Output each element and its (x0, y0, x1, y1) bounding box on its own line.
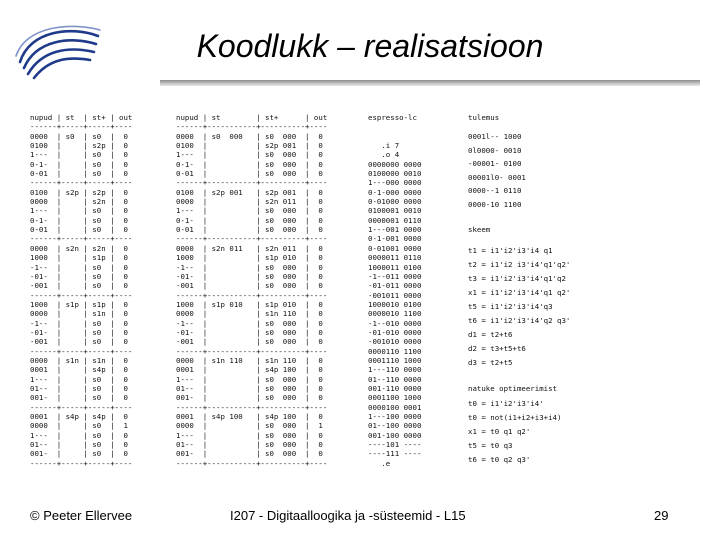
espresso-line: -01-011 0000 (368, 281, 422, 291)
table-line: 0100 | | s2p 001 | 0 (176, 141, 323, 151)
university-logo (10, 22, 106, 84)
table-line: ------+-----------+----------+---- (176, 178, 328, 188)
result-row: 0001l-- 1000 (468, 132, 522, 141)
footer-course: I207 - Digitaalloogika ja -süsteemid - L15 (230, 508, 466, 523)
espresso-line: 0100001 0010 (368, 206, 422, 216)
espresso-line: ----111 ---- (368, 449, 422, 459)
espresso-line: 0-1-001 0000 (368, 234, 422, 244)
footer-author: © Peeter Ellervee (30, 508, 133, 523)
skeem-label: skeem (468, 225, 491, 234)
table-line: 0-01 | | s0 | 0 (30, 169, 128, 179)
espresso-line: 0-01000 0000 (368, 197, 422, 207)
espresso-line: ----101 ---- (368, 440, 422, 450)
table-line: -1-- | | s0 000 | 0 (176, 262, 323, 272)
table-line: 0100 | | s2p | 0 (30, 141, 128, 151)
table-line: 0000 | | s0 000 | 1 (176, 421, 323, 431)
espresso-line: 001-100 0000 (368, 430, 422, 440)
table-line: ------+-----------+----------+---- (176, 290, 328, 300)
table-line: 0000 | s2n 011 | s2n 011 | 0 (176, 243, 323, 253)
espresso-line: 0-1-000 0000 (368, 187, 422, 197)
results-header: tulemus (468, 113, 500, 122)
table-line: 001- | | s0 | 0 (30, 393, 128, 403)
espresso-line: 1000011 0100 (368, 262, 422, 272)
table-line: 0001 | s4p 100 | s4p 100 | 0 (176, 412, 323, 421)
espresso-listing (368, 113, 421, 468)
espresso-line: 001-110 0000 (368, 383, 422, 393)
table-line: ------+-----+-----+---- (30, 346, 133, 356)
table-line: 1000 | s1p | s1p | 0 (30, 299, 128, 309)
table-line: 0000 | s0 000 | s0 000 | 0 (176, 131, 323, 141)
table-line: -01- | | s0 | 0 (30, 327, 128, 337)
espresso-line: -1--011 0000 (368, 271, 422, 281)
espresso-line: 1---001 0000 (368, 225, 422, 235)
table-line: ------+-----------+----------+---- (176, 458, 328, 468)
table-line: 0000 | s1n | s1n | 0 (30, 355, 128, 365)
table-line: nupud | st | st+ | out (176, 113, 328, 122)
equation: t1 = i1'i2'i3'i4 q1 (468, 246, 553, 255)
table-line: 1--- | | s0 000 | 0 (176, 150, 323, 160)
equation: d1 = t2+t6 (468, 330, 513, 339)
table-line: ------+-----------+----------+---- (176, 346, 328, 356)
table-line: -01- | | s0 000 | 0 (176, 327, 323, 337)
equation: t6 = t0 q2 q3' (468, 455, 531, 464)
espresso-line: -001011 0000 (368, 290, 422, 300)
table-line: 0-1- | | s0 | 0 (30, 159, 128, 169)
table-line: 0000 | | s1n | 0 (30, 309, 128, 319)
slide-title: Koodlukk – realisatsioon (196, 28, 544, 64)
espresso-line: 0001100 1000 (368, 393, 422, 403)
table-line: -001 | | s0 | 0 (30, 337, 128, 347)
equation: x1 = t0 q1 q2' (468, 427, 531, 436)
skeem-equations (468, 246, 570, 367)
espresso-line: 0001110 1000 (368, 355, 422, 365)
espresso-line: 0000001 0110 (368, 215, 422, 225)
espresso-line: -001010 0000 (368, 337, 422, 347)
espresso-line: 0000010 1100 (368, 309, 422, 319)
table-line: 01-- | | s0 | 0 (30, 440, 128, 450)
table-line: 0100 | s2p 001 | s2p 001 | 0 (176, 187, 323, 197)
results-column (468, 113, 570, 469)
equation: x1 = i1'i2'i3'i4'q1 q2' (468, 288, 571, 297)
equation: t5 = t0 q3 (468, 441, 513, 450)
table-line: 1--- | | s0 000 | 0 (176, 206, 323, 216)
table-line: 0-1- | | s0 000 | 0 (176, 159, 323, 169)
table-line: 1--- | | s0 | 0 (30, 374, 128, 384)
table-line: 0000 | | s2n | 0 (30, 197, 128, 207)
table-line: ------+-----+-----+---- (30, 122, 133, 132)
table-line: 0-1- | | s0 | 0 (30, 215, 128, 225)
table-line: ------+-----+-----+---- (30, 458, 133, 468)
table-line: 0000 | | s0 | 1 (30, 421, 128, 431)
table-line: 1000 | | s1p | 0 (30, 253, 128, 263)
table-line: 1--- | | s0 | 0 (30, 150, 128, 160)
equation: t5 = i1'i2'i3'i4'q3 (468, 302, 553, 311)
espresso-line: .i 7 (368, 141, 400, 151)
page-number: 29 (654, 508, 669, 523)
equation: d2 = t3+t5+t6 (468, 344, 526, 353)
table-line: ------+-----------+----------+---- (176, 234, 328, 244)
espresso-line: -01-010 0000 (368, 327, 422, 337)
espresso-line: 0000100 0001 (368, 402, 422, 412)
table-line: ------+-----------+----------+---- (176, 122, 328, 132)
espresso-line: 1---100 0000 (368, 412, 422, 421)
table-line: 001- | | s0 000 | 0 (176, 393, 323, 403)
table-line: 0-1- | | s0 000 | 0 (176, 215, 323, 225)
table-line: 0000 | | s1n 110 | 0 (176, 309, 323, 319)
table-line: 001- | | s0 | 0 (30, 449, 128, 459)
equation: t0 = not(i1+i2+i3+i4) (468, 413, 562, 422)
espresso-line: .e (368, 458, 391, 468)
table-line: 01-- | | s0 000 | 0 (176, 440, 323, 450)
espresso-line: 0-01001 0000 (368, 243, 422, 253)
results-rows (468, 132, 570, 209)
table-line: 0001 | s4p | s4p | 0 (30, 412, 128, 421)
table-line: 0000 | s0 | s0 | 0 (30, 131, 128, 141)
result-row: 0000--1 0110 (468, 186, 522, 195)
result-row: 00001l0- 0001 (468, 172, 526, 182)
table-line: nupud | st | st+ | out (30, 113, 133, 122)
table-line: ------+-----+-----+---- (30, 402, 133, 412)
espresso-line: 1000010 0100 (368, 299, 422, 309)
table-line: 1--- | | s0 | 0 (30, 430, 128, 440)
table-line: ------+-----------+----------+---- (176, 402, 328, 412)
table-line: ------+-----+-----+---- (30, 178, 133, 188)
state-table-encoded (176, 113, 327, 468)
espresso-line: 0100000 0010 (368, 169, 422, 179)
equation: t2 = i1'i2 i3'i4'q1'q2' (468, 260, 571, 269)
equation: t0 = i1'i2'i3'i4' (468, 399, 544, 408)
table-line: 0100 | s2p | s2p | 0 (30, 187, 128, 197)
table-line: 0000 | | s2n 011 | 0 (176, 197, 323, 207)
table-line: -1-- | | s0 | 0 (30, 318, 128, 328)
table-line: -1-- | | s0 | 0 (30, 262, 128, 272)
espresso-line: 01--110 0000 (368, 374, 422, 384)
optimized-equations (468, 399, 570, 464)
espresso-line: -1--010 0000 (368, 318, 422, 328)
equation: t6 = i1'i2'i3'i4'q2 q3' (468, 316, 571, 325)
table-line: -01- | | s0 | 0 (30, 271, 128, 281)
espresso-line: 0000000 0000 (368, 159, 422, 169)
table-line: -01- | | s0 000 | 0 (176, 271, 323, 281)
table-line: 0001 | | s4p | 0 (30, 365, 128, 375)
table-line: 01-- | | s0 | 0 (30, 383, 128, 393)
table-line: 0000 | s2n | s2n | 0 (30, 243, 128, 253)
result-row: 0l0000- 0010 (468, 145, 522, 155)
equation: t3 = i1'i2'i3'i4'q1'q2 (468, 274, 566, 283)
table-line: 001- | | s0 000 | 0 (176, 449, 323, 459)
table-line: 0001 | | s4p 100 | 0 (176, 365, 323, 375)
result-row: -00001- 0100 (468, 159, 522, 168)
table-line: 1--- | | s0 | 0 (30, 206, 128, 216)
title-underline (160, 80, 700, 86)
table-line: -001 | | s0 000 | 0 (176, 337, 323, 347)
state-table-symbolic (30, 113, 132, 468)
equation: d3 = t2+t5 (468, 358, 513, 367)
espresso-line: .o 4 (368, 150, 400, 160)
table-line: 0-01 | | s0 | 0 (30, 225, 128, 235)
table-line: ------+-----+-----+---- (30, 234, 133, 244)
table-line: 0-01 | | s0 000 | 0 (176, 225, 323, 235)
table-line: 0000 | s1n 110 | s1n 110 | 0 (176, 355, 323, 365)
optimization-label: natuke optimeerimist (468, 384, 557, 393)
table-line: -001 | | s0 000 | 0 (176, 281, 323, 291)
result-row: 0000-10 1100 (468, 199, 522, 209)
table-line: -001 | | s0 | 0 (30, 281, 128, 291)
espresso-line: 1---000 0000 (368, 178, 422, 188)
espresso-line: 01--100 0000 (368, 421, 422, 431)
espresso-line: 0000110 1100 (368, 346, 422, 356)
table-line: 1--- | | s0 000 | 0 (176, 430, 323, 440)
table-line: -1-- | | s0 000 | 0 (176, 318, 323, 328)
table-line: ------+-----+-----+---- (30, 290, 133, 300)
espresso-line: espresso-lc (368, 113, 417, 122)
table-line: 1000 | | s1p 010 | 0 (176, 253, 323, 263)
table-line: 0-01 | | s0 000 | 0 (176, 169, 323, 179)
table-line: 1000 | s1p 010 | s1p 010 | 0 (176, 299, 323, 309)
espresso-line: 1---110 0000 (368, 365, 422, 375)
espresso-line: 0000011 0110 (368, 253, 422, 263)
table-line: 01-- | | s0 000 | 0 (176, 383, 323, 393)
table-line: 1--- | | s0 000 | 0 (176, 374, 323, 384)
